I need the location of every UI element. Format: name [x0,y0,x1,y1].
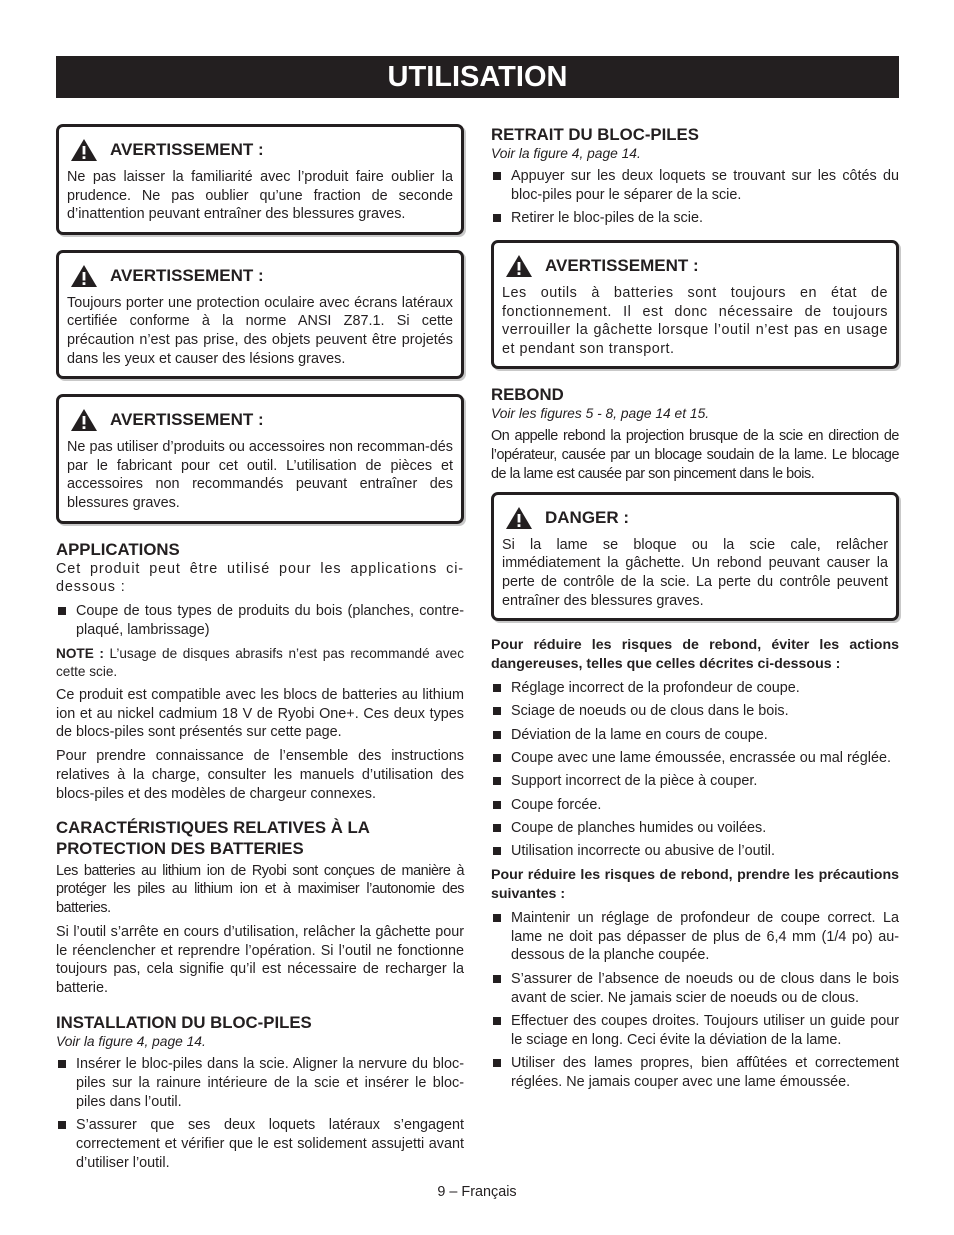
list-item: Coupe de planches humides ou voilées. [491,819,899,838]
warning-triangle-icon [70,264,98,288]
list-item: Coupe de tous types de produits du bois (planches, contre-plaqué, lambrissage) [56,602,464,640]
warning-title: AVERTISSEMENT : [110,410,264,430]
list-item: Réglage incorrect de la profondeur de coupe. [491,679,899,698]
section-heading-installation: INSTALLATION DU BLOC-PILES [56,1013,312,1033]
bullet-square-icon [493,731,501,739]
list-item: Utiliser des lames propres, bien affûtées et correctement réglées. Ne jamais couper avec une lame émoussée. [491,1054,899,1092]
list-item: Support incorrect de la pièce à couper. [491,772,899,791]
bullet-square-icon [493,1059,501,1067]
warning-title: AVERTISSEMENT : [545,255,699,275]
right-column [491,124,899,1097]
warning-text: Ne pas laisser la familiarité avec l’produit faire oublier la prudence. Ne pas oublier qu’une fraction de seconde d’inattention peuvant entraîner des blessures graves. [67,169,453,223]
warning-text: Ne pas utiliser d’produits ou accessoires non recomman-dés par le fabricant pour cet outil. L’utilisation de pièces et accessoires non recommandés peuvant entraîner des blessures graves. [67,439,453,511]
warning-triangle-icon [505,254,533,278]
left-column [56,124,464,1177]
section-heading-rebond: REBOND [491,385,564,405]
page-banner: UTILISATION [56,56,899,98]
warning-triangle-icon [505,506,533,530]
list-item: Coupe forcée. [491,796,899,815]
bullet-square-icon [493,754,501,762]
bullet-square-icon [493,914,501,922]
list-item: Retirer le bloc-piles de la scie. [491,209,899,228]
list-item: Utilisation incorrecte ou abusive de l’outil. [491,842,899,861]
warning-title: AVERTISSEMENT : [110,140,264,159]
protection-paragraph: Si l’outil s’arrête en cours d’utilisation, relâcher la gâchette pour le réenclencher et reprendre l’opération. Si l’outil ne fonctionne toujours pas, cela signifie qu’il est nécessaire de recharger la batterie. [56,923,464,997]
rebond-paragraph: On appelle rebond la projection brusque de la scie en direction de l’opérateur, causée par un blocage soudain de la lame. Le blocage de la lame est causée par son pincement dans le bois. [491,428,899,482]
list-item: Insérer le bloc-piles dans la scie. Aligner la nervure du bloc-piles sur la rainure intérieure de la scie et insérer le bloc-piles dans l’outil. [56,1055,464,1111]
figure-reference: Voir la figure 4, page 14. [56,1034,206,1050]
applications-paragraph: Pour prendre connaissance de l’ensemble des instructions relatives à la charge, consulter les manuels d’utilisation des blocs-piles et des modèles de chargeur connexes. [56,748,464,802]
bullet-square-icon [493,172,501,180]
applications-paragraph: Ce produit est compatible avec les blocs de batteries au lithium ion et au nickel cadmium 18 V de Ryobi One+. Ces deux types de blocs-piles sont présentés sur cette page. [56,686,464,741]
warning-box-accessories [56,394,464,523]
section-heading-protection: CARACTÉRISTIQUES RELATIVES À LA PROTECTION DES BATTERIES [56,817,370,858]
bullet-square-icon [493,707,501,715]
list-item: Coupe avec une lame émoussée, encrassée ou mal réglée. [491,749,899,768]
section-heading-retrait: RETRAIT DU BLOC-PILES [491,125,699,144]
applications-intro: Cet produit peut être utilisé pour les applications ci-dessous : [56,560,464,596]
warning-text: Les outils à batteries sont toujours en état de fonctionnement. Il est donc nécessaire de toujours verrouiller la gâchette lorsque l’outil n’est pas en usage et pendant son transport. [502,284,888,357]
bullet-square-icon [493,847,501,855]
warning-box-eye-protection [56,250,464,379]
risk-list [491,679,899,862]
bullet-square-icon [493,777,501,785]
bullet-square-icon [493,684,501,692]
bullet-square-icon [493,214,501,222]
bullet-square-icon [58,607,66,615]
bullet-square-icon [58,1121,66,1129]
list-item: Maintenir un réglage de profondeur de coupe correct. La lame ne doit pas dépasser de plus de 6,4 mm (1/4 po) au-dessous de la planche coupée. [491,909,899,965]
figure-reference: Voir les figures 5 - 8, page 14 et 15. [491,406,710,422]
list-item: Déviation de la lame en cours de coupe. [491,726,899,745]
warning-triangle-icon [70,138,98,162]
list-item: Appuyer sur les deux loquets se trouvant sur les côtés du bloc-piles pour le séparer de la scie. [491,167,899,205]
warning-text: Toujours porter une protection oculaire avec écrans latéraux certifiée conforme à la norme ANSI Z87.1. Si cette précaution n’est pas prise, des objets peuvent être projetés dans les yeux et causer des lésions graves. [67,294,453,367]
page-footer: 9 – Français [437,1184,517,1200]
precautions-list [491,909,899,1092]
applications-list [56,602,464,640]
list-item: Sciage de noeuds ou de clous dans le bois. [491,702,899,721]
figure-reference: Voir la figure 4, page 14. [491,146,641,161]
warning-title: AVERTISSEMENT : [110,265,264,285]
list-item: Effectuer des coupes droites. Toujours utiliser un guide pour le sciage en long. Ceci évite la déviation de la lame. [491,1012,899,1050]
bullet-square-icon [58,1060,66,1068]
list-item: S’assurer que ses deux loquets latéraux s’engagent correctement et vérifier que le est solidement assujetti avant d’utiliser l’outil. [56,1116,464,1172]
warning-triangle-icon [70,408,98,432]
danger-text: Si la lame se bloque ou la scie cale, relâcher immédiatement la gâchette. Un rebond peuvant causer la perte de contrôle de la scie. La perte du contrôle peuvent entraîner des blessures graves. [502,536,888,609]
warning-box-battery-tools [491,240,899,369]
list-item: S’assurer de l’absence de noeuds ou de clous dans le bois avant de scier. Ne jamais scier de noeuds ou de clous. [491,970,899,1008]
protection-paragraph: Les batteries au lithium ion de Ryobi sont conçues de manière à protéger les piles au lithium ion et à maximiser l’autonomie des batteries. [56,862,464,917]
bullet-square-icon [493,801,501,809]
applications-note: NOTE : L’usage de disques abrasifs n’est pas recommandé avec cette scie. [56,645,464,679]
bullet-square-icon [493,1017,501,1025]
retrait-list [491,167,899,228]
risk-intro: Pour réduire les risques de rebond, éviter les actions dangereuses, telles que celles décrites ci-dessous : [491,637,899,672]
section-heading-applications: APPLICATIONS [56,539,180,559]
bullet-square-icon [493,975,501,983]
bullet-square-icon [493,824,501,832]
danger-box [491,492,899,621]
warning-box-familiarity [56,124,464,235]
danger-title: DANGER : [545,507,630,527]
precautions-intro: Pour réduire les risques de rebond, prendre les précautions suivantes : [491,867,899,903]
installation-list [56,1055,464,1172]
